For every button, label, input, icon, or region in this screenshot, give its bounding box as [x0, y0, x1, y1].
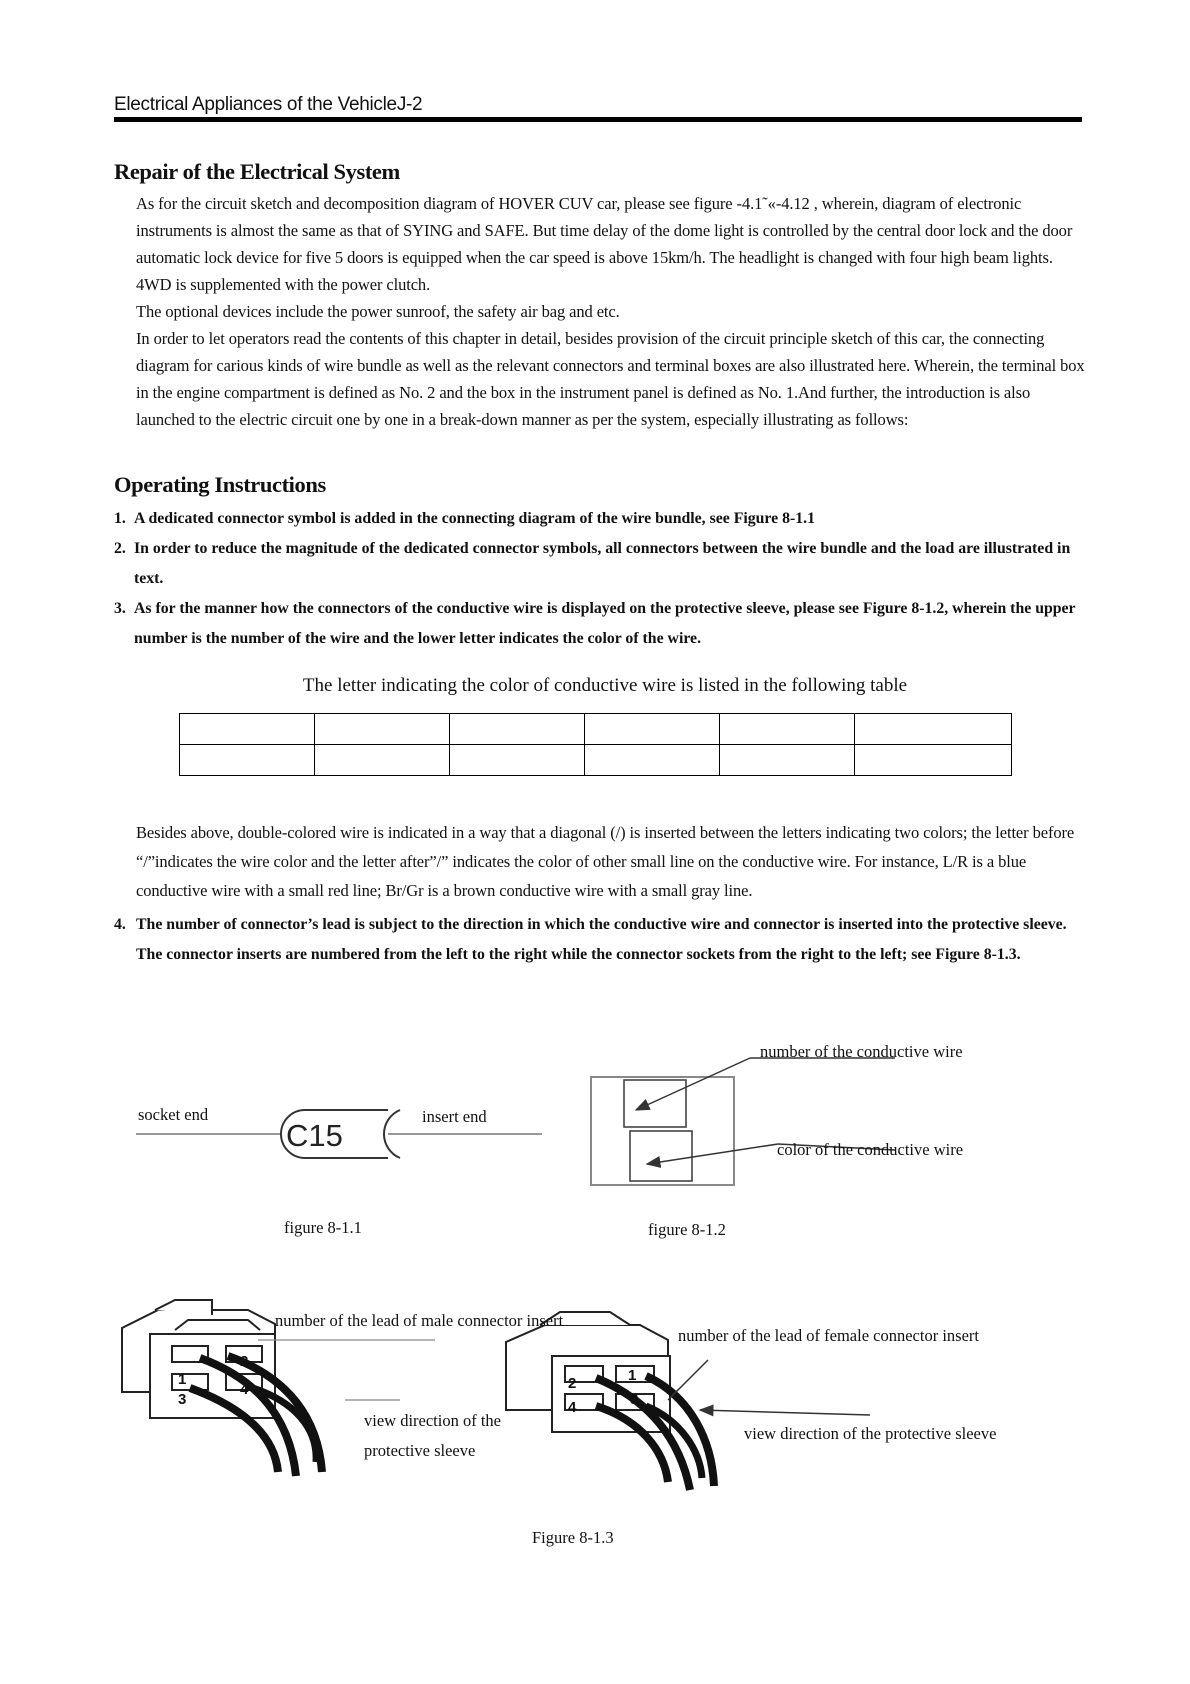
view-direction-label: view direction of the: [364, 1411, 501, 1430]
item-text: In order to reduce the magnitude of the dedicated connector symbols, all connectors between the wire bundle and the load are illustrated in text.: [134, 540, 1071, 587]
female-insert-label: number of the lead of female connector insert: [678, 1326, 979, 1345]
paragraph: As for the circuit sketch and decomposition diagram of HOVER CUV car, please see figure -4.1˜«-4.12 , wherein, diagram of electronic instruments is almost the same as that of SYING and SAFE. But time delay of the dome light is controlled by the central door lock and the door automatic lock device for five 5 doors is equipped when the car speed is above 15km/h. The headlight is changed with four high beam lights. 4WD is supplemented with the power clutch.: [136, 194, 1073, 294]
pointer-arrow: [700, 1410, 870, 1415]
pin-number: 3: [178, 1391, 187, 1408]
connector-code: C15: [286, 1118, 343, 1153]
pin-number: 4: [240, 1381, 249, 1398]
figure-caption: figure 8-1.1: [284, 1218, 362, 1237]
pin-number: 1: [628, 1367, 637, 1384]
item-text: The number of connector’s lead is subject to the direction in which the conductive wire and connector is inserted into the protective sleeve. The connector inserts are numbered from the left to the right while the connector sockets from the right to the left; see Figure 8-1.3.: [136, 916, 1067, 963]
item-text: A dedicated connector symbol is added in the connecting diagram of the wire bundle, see Figure 8-1.1: [134, 510, 816, 527]
paragraph: The optional devices include the power sunroof, the safety air bag and etc.: [136, 302, 620, 321]
insert-end-label: insert end: [422, 1107, 487, 1126]
section-heading-operating: Operating Instructions: [114, 472, 326, 497]
item-number: 2.: [114, 540, 126, 557]
pointer-arrow: [647, 1144, 778, 1164]
pin-number: 1: [178, 1371, 187, 1388]
item-number: 3.: [114, 600, 126, 617]
section-heading-repair: Repair of the Electrical System: [114, 159, 400, 184]
wire-color-box: [630, 1131, 692, 1181]
view-direction-label: protective sleeve: [364, 1441, 476, 1460]
socket-end-label: socket end: [138, 1105, 209, 1124]
pin-number: 2: [240, 1353, 249, 1370]
paragraph: In order to let operators read the contents of this chapter in detail, besides provision of the circuit principle sketch of this car, the connecting diagram for carious kinds of wire bundle as well as the relevant connectors and terminal boxes are also illustrated here. Wherein, the terminal box in the engine compartment is defined as No. 2 and the box in the instrument panel is defined as No. 1.And further, the introduction is also launched to the electric circuit one by one in a break-down manner as per the system, especially illustrating as follows:: [136, 329, 1085, 429]
pointer-line: [668, 1360, 708, 1400]
pin-number: 2: [568, 1375, 577, 1392]
wire-number-label: number of the conductive wire: [760, 1042, 963, 1061]
connector-latch: [175, 1320, 260, 1330]
male-insert-label: number of the lead of male connector insert: [275, 1311, 564, 1330]
item-number: 1.: [114, 510, 126, 527]
pin-number: 3: [630, 1391, 639, 1408]
pointer-arrow: [636, 1058, 750, 1110]
table-caption: The letter indicating the color of conductive wire is listed in the following table: [302, 675, 908, 696]
figure-8-1-2-graphic: [591, 1058, 895, 1185]
running-header: Electrical Appliances of the VehicleJ-2: [114, 94, 423, 115]
view-direction-label: view direction of the protective sleeve: [744, 1424, 997, 1443]
figure-caption: Figure 8-1.3: [532, 1528, 614, 1547]
wire-color-label: color of the conductive wire: [777, 1140, 964, 1159]
double-color-text: Besides above, double-colored wire is indicated in a way that a diagonal (/) is inserted between the letters indicating two colors; the letter before “/”indicates the wire color and the letter after”/” indicates the color of other small line on the conductive wire. For instance, L/R is a blue conductive wire with a small red line; Br/Gr is a brown conductive wire with a small gray line.: [136, 823, 1075, 900]
wire-number-box: [624, 1080, 686, 1127]
item-text: As for the manner how the connectors of the conductive wire is displayed on the protective sleeve, please see Figure 8-1.2, wherein the upper number is the number of the wire and the lower letter indicates the color of the wire.: [134, 600, 1076, 647]
pin-number: 4: [568, 1399, 577, 1416]
item-number: 4.: [114, 916, 126, 933]
figure-caption: figure 8-1.2: [648, 1220, 726, 1239]
